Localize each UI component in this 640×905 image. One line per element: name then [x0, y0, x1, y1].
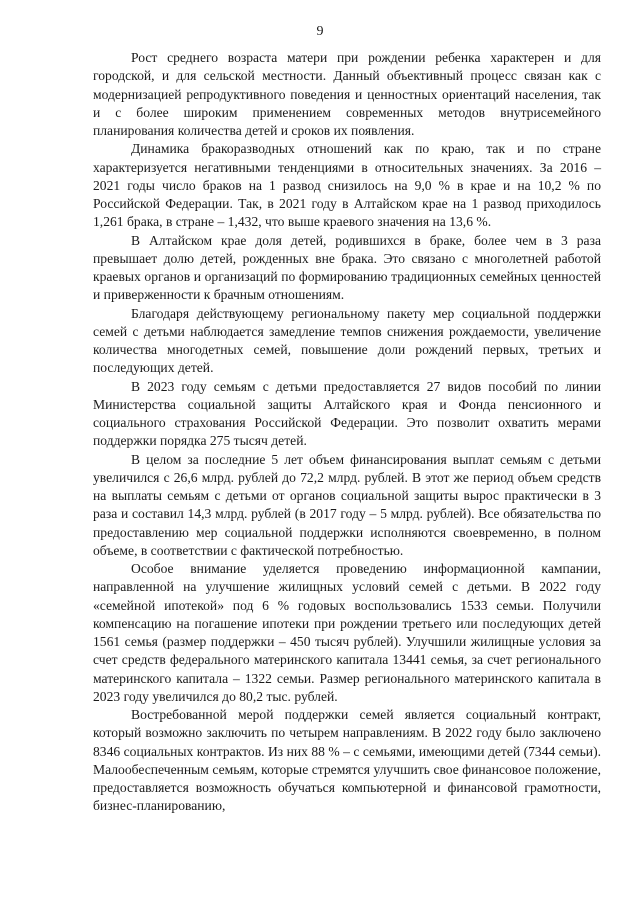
paragraph-divorce-dynamics: Динамика бракоразводных отношений как по краю, так и по стране характеризуется негативными тенденциями в относительных значениях. За 2016 – 2021 годы число браков на 1 развод снизилось на 9,0 % в крае и на 10,2 % по Российской Федерации. Так, в 2021 году в Алтайском крае на 1 развод приходилось 1,261 брака, в стране – 1,432, что выше краевого значения на 13,6 %.: [93, 141, 601, 230]
paragraph-regional-support: Благодаря действующему региональному пакету мер социальной поддержки семей с детьми наблюдается замедление темпов снижения рождаемости, увеличение количества многодетных семей, повышение доли рождений первых, третьих и последующих детей.: [93, 305, 601, 376]
paragraph-mother-age: Рост среднего возраста матери при рождении ребенка характерен и для городской, и для сельской местности. Данный объективный процесс связан как с модернизацией репродуктивного поведения и ценностных ориентаций населения, так и с более широким применением современных методов внутрисемейного планирования количества детей и сроков их появления.: [93, 50, 601, 138]
paragraph-benefits-2023: В 2023 году семьям с детьми предоставляется 27 видов пособий по линии Министерства социальной защиты Алтайского края и Фонда пенсионного и социального страхования Российской Федерации. Это позволит охватить мерами поддержки порядка 275 тысяч детей.: [93, 378, 601, 449]
document-body: [93, 49, 601, 816]
page-number: 9: [316, 24, 324, 39]
paragraph-financing: В целом за последние 5 лет объем финансирования выплат семьям с детьми увеличился с 26,6 млрд. рублей до 72,2 млрд. рублей. В этот же период объем средств на выплаты семьям с детьми от органов социальной защиты вырос практически в 3 раза и составил 14,3 млрд. рублей (в 2017 году – 5 млрд. рублей). Все обязательства по предоставлению мер социальной поддержки исполняются своевременно, в полном объеме, в соответствии с фактической потребностью.: [93, 451, 601, 558]
paragraph-housing: Особое внимание уделяется проведению информационной кампании, направленной на улучшение жилищных условий семей с детьми. В 2022 году «семейной ипотекой» под 6 % годовых воспользовались 1533 семьи. Получили компенсацию на погашение ипотеки при рождении третьего или последующих детей 1561 семья (размер поддержки – 450 тысяч рублей). Улучшили жилищные условия за счет средств федерального материнского капитала 13441 семья, за счет регионального материнского капитала – 1322 семьи. Размер регионального материнского капитала в 2023 году увеличился до 80,2 тыс. рублей.: [93, 561, 601, 704]
paragraph-social-contract: Востребованной мерой поддержки семей является социальный контракт, который возможно заключить по четырем направлениям. В 2022 году было заключено 8346 социальных контрактов. Из них 88 % – с семьями, имеющими детей (7344 семьи). Малообеспеченным семьям, которые стремятся улучшить свое финансовое положение, предоставляется возможность обучаться компьютерной и финансовой грамотности, бизнес-планированию,: [93, 707, 601, 814]
paragraph-children-in-marriage: В Алтайском крае доля детей, родившихся в браке, более чем в 3 раза превышает долю детей, рожденных вне брака. Это связано с многолетней работой краевых органов и организаций по формированию традиционных семейных ценностей и приверженности к брачным отношениям.: [93, 232, 601, 303]
